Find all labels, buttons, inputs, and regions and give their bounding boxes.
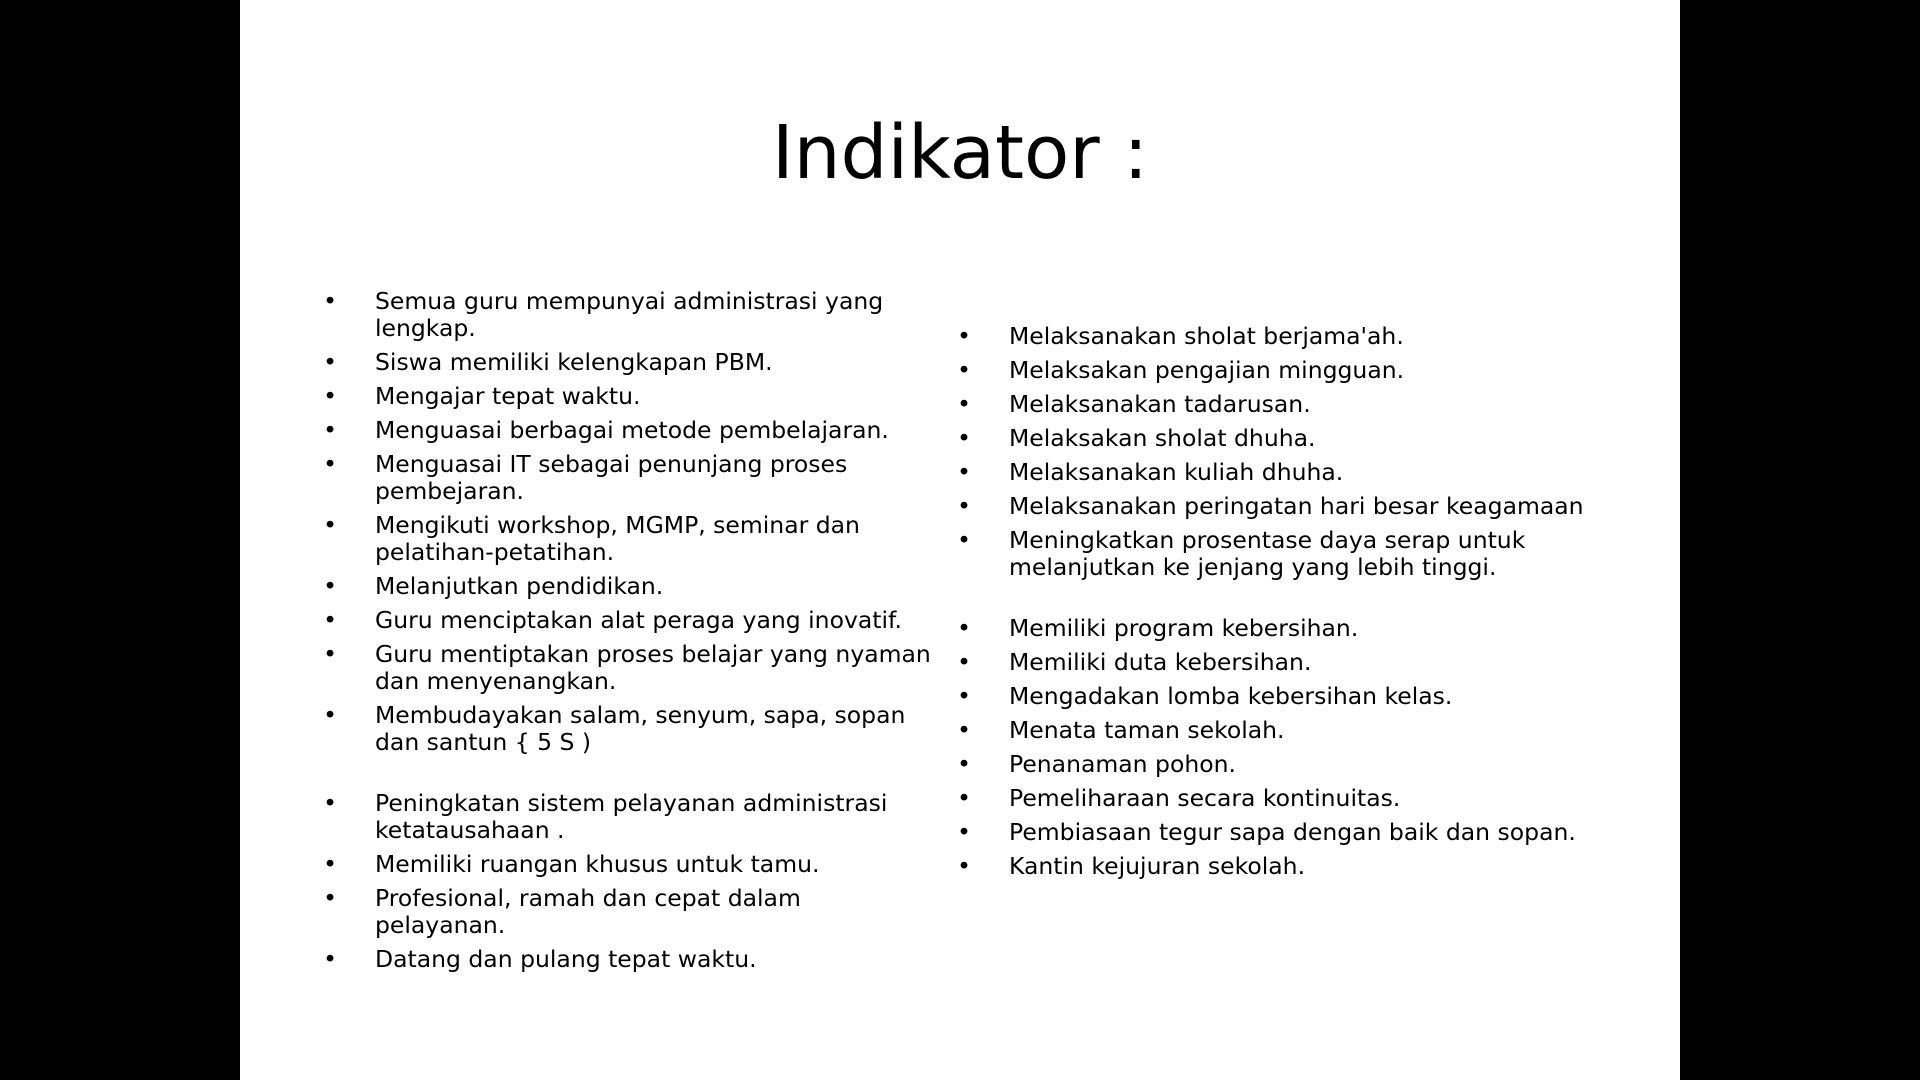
list-item-text: Datang dan pulang tepat waktu. xyxy=(375,945,757,973)
bullet-icon: • xyxy=(323,789,337,817)
list-item-text: Melaksakan pengajian mingguan. xyxy=(1009,356,1405,384)
list-item xyxy=(954,391,1604,418)
list-item xyxy=(320,946,1085,973)
list-item xyxy=(954,853,1604,880)
list-item xyxy=(954,819,1604,846)
list-item-text: Melaksanakan peringatan hari besar keagamaan xyxy=(1009,492,1584,520)
bullet-icon: • xyxy=(323,640,337,668)
list-item-text: Kantin kejujuran sekolah. xyxy=(1009,852,1306,880)
list-item-text: Pembiasaan tegur sapa dengan baik dan sopan. xyxy=(1009,818,1576,846)
bullet-icon: • xyxy=(323,287,337,315)
list-item-text: Melanjutkan pendidikan. xyxy=(375,572,664,600)
bullet-icon: • xyxy=(957,682,971,710)
bullet-icon: • xyxy=(323,511,337,539)
bullet-icon: • xyxy=(957,390,971,418)
list-item-text: Menguasai IT sebagai penunjang proses pembejaran. xyxy=(375,450,848,505)
list-item xyxy=(954,751,1604,778)
bullet-icon: • xyxy=(323,416,337,444)
bullet-icon: • xyxy=(957,492,971,520)
bullet-icon: • xyxy=(957,818,971,846)
bullet-icon: • xyxy=(323,382,337,410)
list-item-text: Menata taman sekolah. xyxy=(1009,716,1285,744)
bullet-icon: • xyxy=(957,614,971,642)
list-item-text: Menguasai berbagai metode pembelajaran. xyxy=(375,416,889,444)
list-item-text: Melaksanakan kuliah dhuha. xyxy=(1009,458,1344,486)
bullet-icon: • xyxy=(957,750,971,778)
list-item xyxy=(954,493,1604,520)
bullet-icon: • xyxy=(957,458,971,486)
list-item-text: Mengikuti workshop, MGMP, seminar dan pelatihan-petatihan. xyxy=(375,511,860,566)
list-item-text: Peningkatan sistem pelayanan administrasi ketatausahaan . xyxy=(375,789,888,844)
list-item-text: Memiliki duta kebersihan. xyxy=(1009,648,1312,676)
list-item-text: Melaksakan sholat dhuha. xyxy=(1009,424,1316,452)
list-item-text: Melaksanakan sholat berjama'ah. xyxy=(1009,322,1404,350)
list-item xyxy=(954,323,1604,350)
list-item xyxy=(320,885,1085,939)
list-item-text: Profesional, ramah dan cepat dalam pelayanan. xyxy=(375,884,801,939)
list-item-text: Meningkatkan prosentase daya serap untuk melanjutkan ke jenjang yang lebih tinggi. xyxy=(1009,526,1526,581)
list-item-text: Melaksanakan tadarusan. xyxy=(1009,390,1311,418)
list-item-text: Pemeliharaan secara kontinuitas. xyxy=(1009,784,1401,812)
bullet-icon: • xyxy=(957,424,971,452)
bullet-icon: • xyxy=(957,852,971,880)
list-item xyxy=(954,717,1604,744)
bullet-icon: • xyxy=(957,526,971,554)
list-item xyxy=(954,615,1604,642)
list-item xyxy=(954,459,1604,486)
list-item-text: Guru mentiptakan proses belajar yang nyaman dan menyenangkan. xyxy=(375,640,931,695)
slide-title: Indikator : xyxy=(771,110,1149,196)
slide xyxy=(240,0,1680,1080)
list-item-text: Mengadakan lomba kebersihan kelas. xyxy=(1009,682,1453,710)
list-item-text: Memiliki ruangan khusus untuk tamu. xyxy=(375,850,820,878)
bullet-icon: • xyxy=(323,348,337,376)
bullet-icon: • xyxy=(323,450,337,478)
list-item xyxy=(954,527,1604,581)
list-item-text: Guru menciptakan alat peraga yang inovatif. xyxy=(375,606,903,634)
bullet-icon: • xyxy=(957,356,971,384)
list-item xyxy=(954,785,1604,812)
list-item-text: Semua guru mempunyai administrasi yang lengkap. xyxy=(375,287,884,342)
list-item-text: Mengajar tepat waktu. xyxy=(375,382,641,410)
bullet-icon: • xyxy=(323,884,337,912)
bullet-icon: • xyxy=(957,322,971,350)
bullet-icon: • xyxy=(957,784,971,812)
list-item-text: Penanaman pohon. xyxy=(1009,750,1236,778)
right-bullet-list xyxy=(954,323,1604,887)
list-item xyxy=(954,357,1604,384)
bullet-icon: • xyxy=(957,716,971,744)
list-item-text: Memiliki program kebersihan. xyxy=(1009,614,1359,642)
list-item-text: Siswa memiliki kelengkapan PBM. xyxy=(375,348,773,376)
list-item xyxy=(954,425,1604,452)
bullet-icon: • xyxy=(323,701,337,729)
bullet-icon: • xyxy=(323,606,337,634)
bullet-icon: • xyxy=(323,945,337,973)
bullet-icon: • xyxy=(323,572,337,600)
bullet-icon: • xyxy=(323,850,337,878)
list-item xyxy=(954,683,1604,710)
bullet-icon: • xyxy=(957,648,971,676)
list-item xyxy=(954,649,1604,676)
list-item-text: Membudayakan salam, senyum, sapa, sopan dan santun { 5 S ) xyxy=(375,701,906,756)
